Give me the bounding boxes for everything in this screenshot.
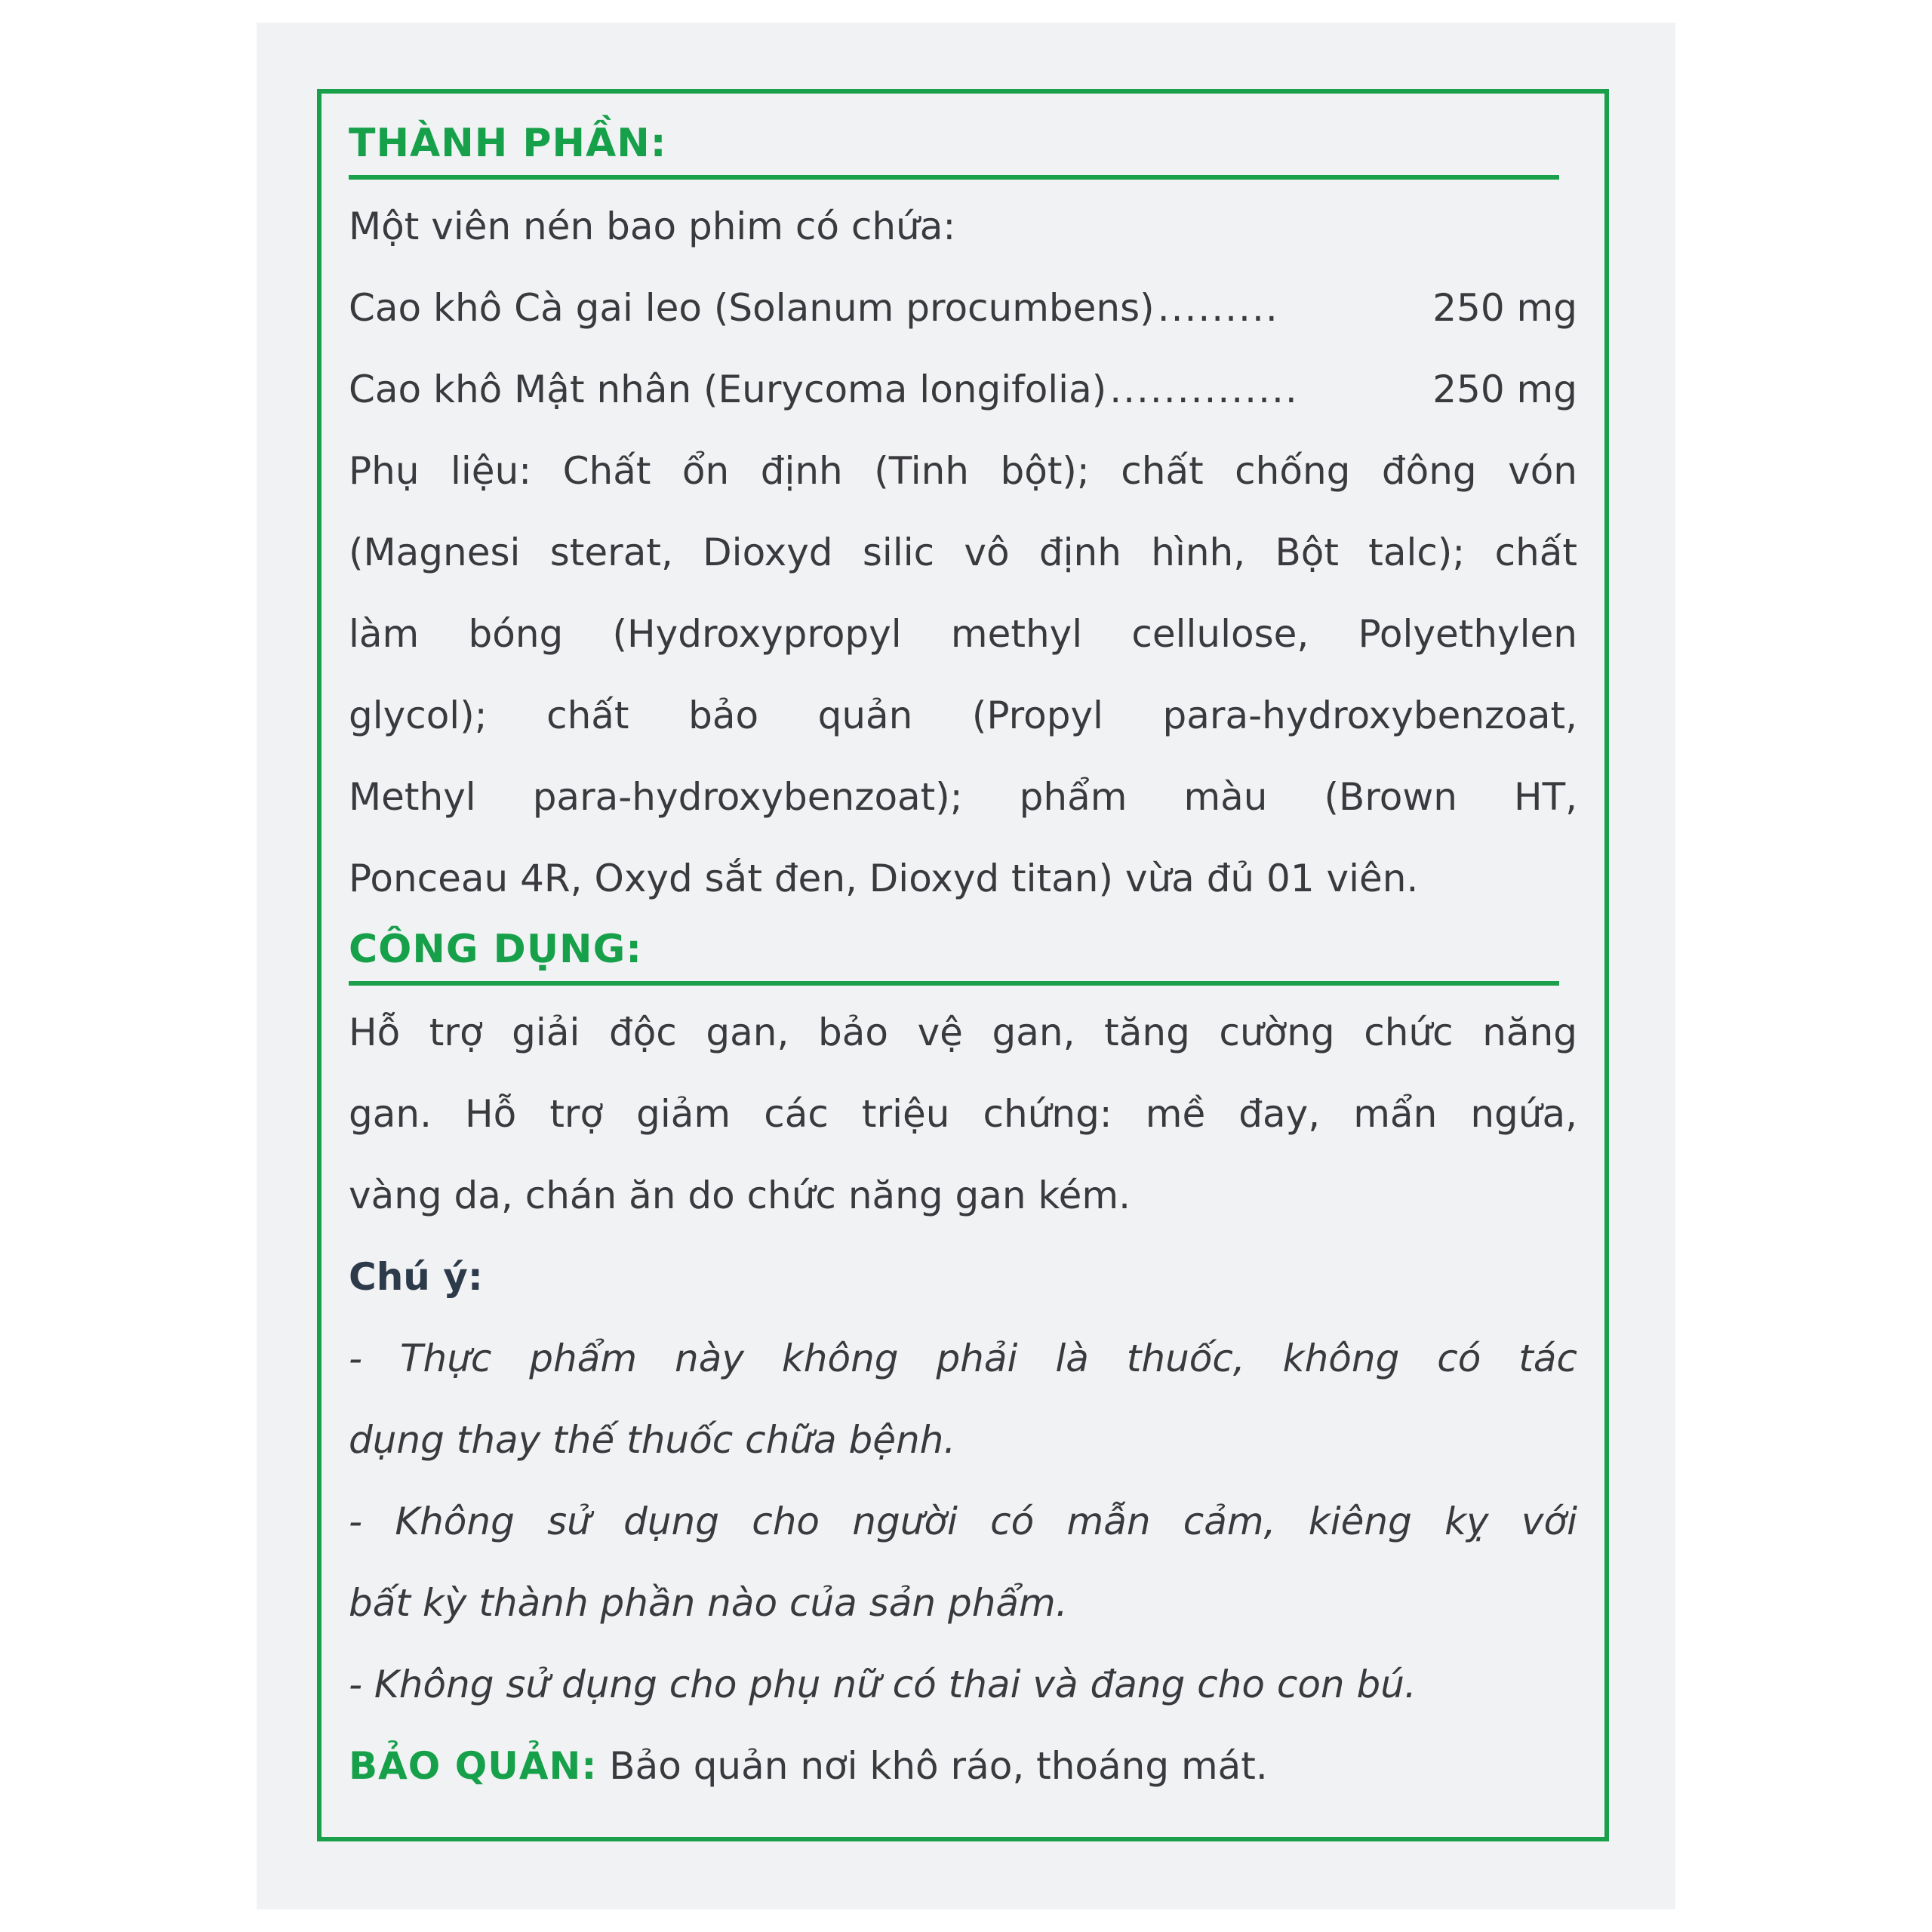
excipient-line: Ponceau 4R, Oxyd sắt đen, Dioxyd titan) vừa đủ 01 viên. <box>349 857 1419 900</box>
ingredients-divider <box>349 175 1559 180</box>
uses-divider <box>349 981 1559 986</box>
note-line: - Không sử dụng cho phụ nữ có thai và đang cho con bú. <box>349 1663 1417 1706</box>
ingredient-row <box>349 267 1577 349</box>
ingredients-heading: THÀNH PHẦN: <box>349 121 667 166</box>
note-line: bất kỳ thành phần nào của sản phẩm. <box>349 1581 1068 1625</box>
storage-label: BẢO QUẢN: <box>349 1744 598 1788</box>
ingredients-intro: Một viên nén bao phim có chứa: <box>349 205 956 248</box>
excipient-line: Methyl para-hydroxybenzoat); phẩm màu (Brown HT, <box>349 775 1577 819</box>
note-line: - Không sử dụng cho người có mẫn cảm, kiêng kỵ với <box>349 1500 1577 1543</box>
ingredient-amount: 250 mg <box>1432 368 1577 411</box>
uses-line: vàng da, chán ăn do chức năng gan kém. <box>349 1174 1131 1217</box>
excipient-line: (Magnesi sterat, Dioxyd silic vô định hình, Bột talc); chất <box>349 531 1577 574</box>
ingredient-dots: ......... <box>1157 286 1279 330</box>
ingredient-name: Cao khô Mật nhân (Eurycoma longifolia) <box>349 368 1107 411</box>
uses-line: gan. Hỗ trợ giảm các triệu chứng: mề đay, mẩn ngứa, <box>349 1092 1577 1136</box>
excipient-line: Phụ liệu: Chất ổn định (Tinh bột); chất chống đông vón <box>349 449 1577 493</box>
notes-heading: Chú ý: <box>349 1255 483 1299</box>
note-line: - Thực phẩm này không phải là thuốc, không có tác <box>349 1337 1577 1380</box>
excipient-line: làm bóng (Hydroxypropyl methyl cellulose, Polyethylen <box>349 612 1577 656</box>
ingredient-amount: 250 mg <box>1432 286 1577 330</box>
ingredient-dots: .............. <box>1109 368 1299 411</box>
storage-line <box>349 1725 1577 1807</box>
uses-heading: CÔNG DỤNG: <box>349 927 643 972</box>
uses-line: Hỗ trợ giải độc gan, bảo vệ gan, tăng cường chức năng <box>349 1011 1577 1054</box>
storage-text: Bảo quản nơi khô ráo, thoáng mát. <box>597 1744 1268 1788</box>
ingredient-row <box>349 349 1577 430</box>
excipient-line: glycol); chất bảo quản (Propyl para-hydroxybenzoat, <box>349 694 1577 737</box>
ingredient-name: Cao khô Cà gai leo (Solanum procumbens) <box>349 286 1155 330</box>
note-line: dụng thay thế thuốc chữa bệnh. <box>349 1418 956 1462</box>
label-content <box>349 113 1577 1807</box>
